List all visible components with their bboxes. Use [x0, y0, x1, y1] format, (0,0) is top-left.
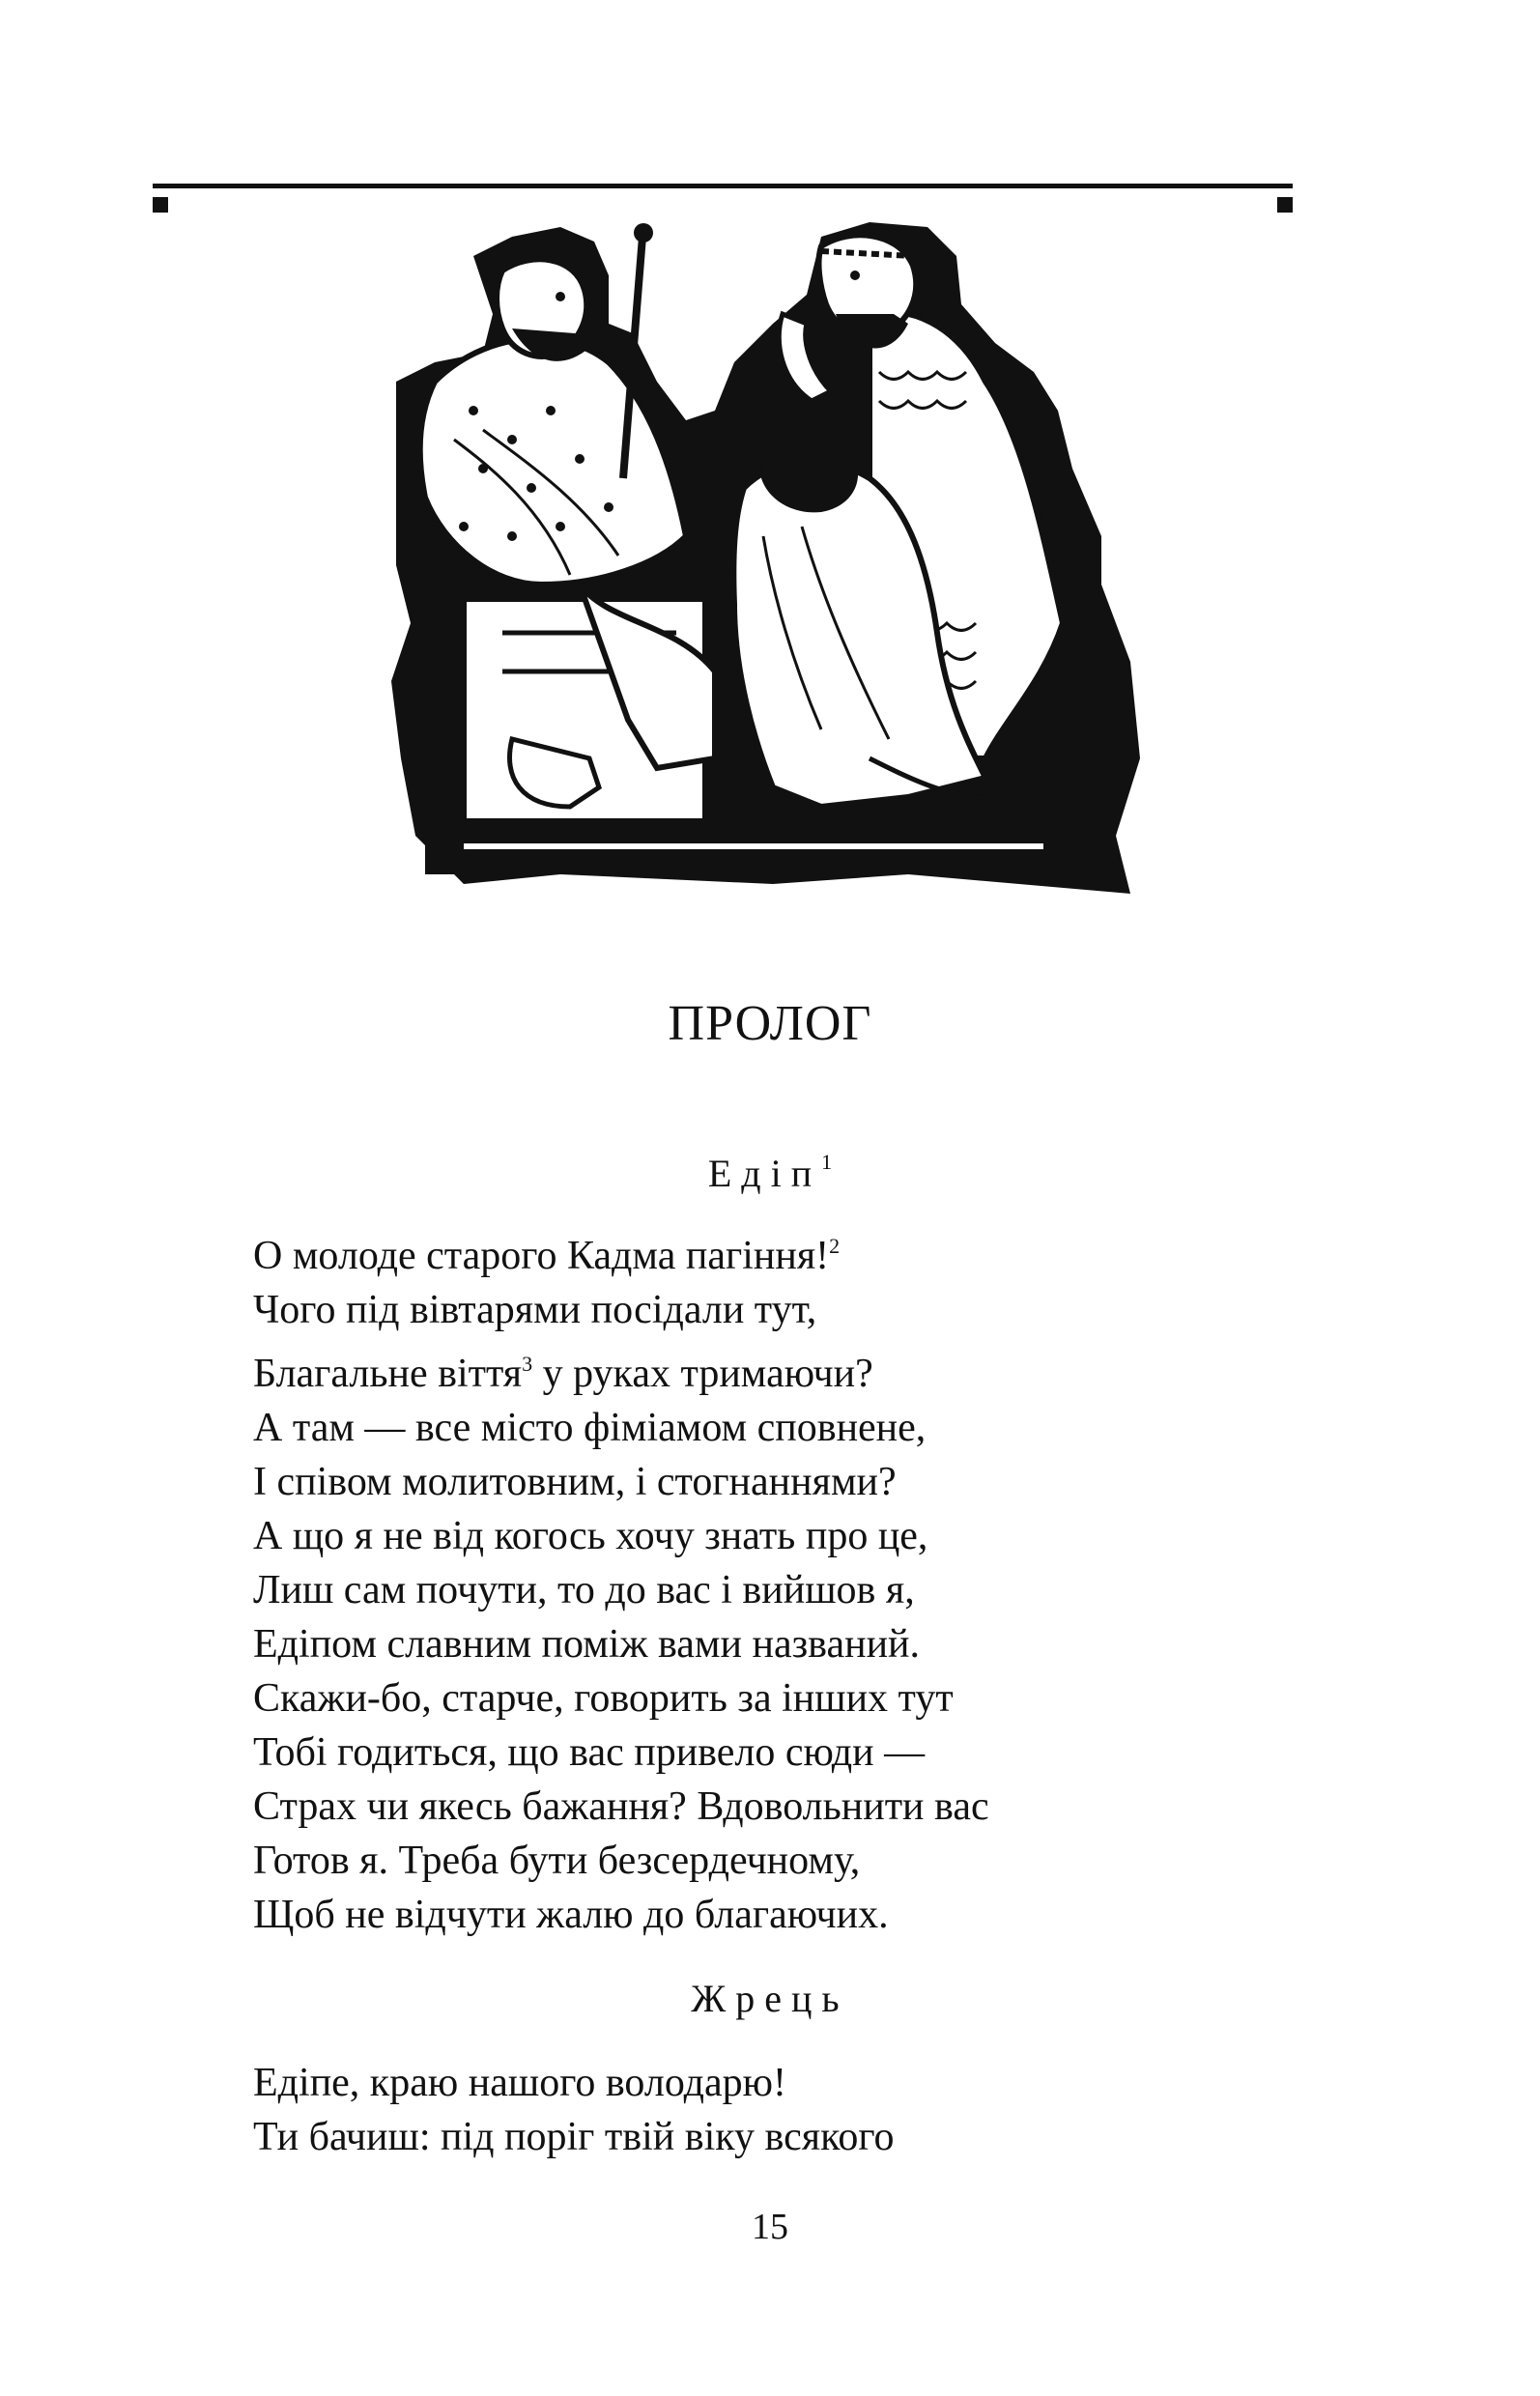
verse-line-text: Щоб не відчути жалю до благаючих.	[253, 1893, 889, 1937]
page-number: 15	[752, 2207, 788, 2247]
verse-line-text: Готов я. Треба бути безсердечному,	[253, 1839, 861, 1883]
footnote-marker: 2	[829, 1234, 841, 1258]
verse-line-text: Едіпе, краю нашого володарю!	[253, 2061, 786, 2105]
verse-line	[253, 1455, 1316, 1509]
chapter-heading: ПРОЛОГ	[668, 996, 872, 1051]
speaker-name-text: Едіп	[707, 1152, 822, 1195]
rule-ornament-left	[153, 197, 168, 213]
verse-line-text: Лиш сам почути, то до вас і вийшов я,	[253, 1568, 915, 1612]
verse-line-text: А там — все місто фіміамом сповнене,	[253, 1406, 927, 1450]
greek-vase-painting-illustration	[367, 217, 1179, 894]
verse-line	[253, 1509, 1316, 1563]
verse-line-text: Тобі годиться, що вас привело сюди —	[253, 1730, 926, 1775]
verse-line	[253, 1726, 1316, 1780]
speaker-name-priest	[0, 1976, 1540, 2021]
verse-line-text: Ти бачиш: під поріг твій віку всякого	[253, 2115, 895, 2159]
verse-line	[253, 1780, 1316, 1834]
verse-block-oedipus	[253, 1219, 1316, 1942]
verse-line-text: Скажи-бо, старче, говорить за інших тут	[253, 1676, 954, 1721]
verse-line	[253, 1671, 1316, 1726]
verse-line	[253, 1401, 1316, 1455]
verse-line-text: Едіпом славним поміж вами названий.	[253, 1622, 921, 1667]
verse-line-continuation: у руках тримаючи?	[532, 1352, 873, 1396]
header-rule	[153, 184, 1293, 188]
verse-block-priest	[253, 2056, 1316, 2164]
verse-line-text: Чого під вівтарями посідали тут,	[253, 1288, 817, 1332]
verse-line	[253, 1219, 1316, 1283]
rule-ornament-right	[1277, 197, 1293, 213]
verse-line-text: А що я не від когось хочу знать про це,	[253, 1514, 928, 1558]
verse-line	[253, 1337, 1316, 1401]
verse-line-text: Страх чи якесь бажання? Вдовольнити вас	[253, 1784, 989, 1829]
verse-line	[253, 1888, 1316, 1942]
verse-line	[253, 1834, 1316, 1888]
speaker-name-oedipus	[0, 1150, 1540, 1196]
verse-line-text: І співом молитовним, і стогнаннями?	[253, 1460, 897, 1504]
speaker-name-text: Жрець	[691, 1977, 849, 2020]
verse-line	[253, 1283, 1316, 1337]
verse-line-text: Благальне віття	[253, 1352, 523, 1396]
footnote-marker: 3	[522, 1352, 533, 1376]
verse-line	[253, 2056, 1316, 2110]
verse-line	[253, 1617, 1316, 1671]
verse-line-text: О молоде старого Кадма пагіння!	[253, 1234, 830, 1278]
verse-line	[253, 2110, 1316, 2164]
verse-line	[253, 1563, 1316, 1617]
footnote-marker: 1	[821, 1150, 833, 1174]
